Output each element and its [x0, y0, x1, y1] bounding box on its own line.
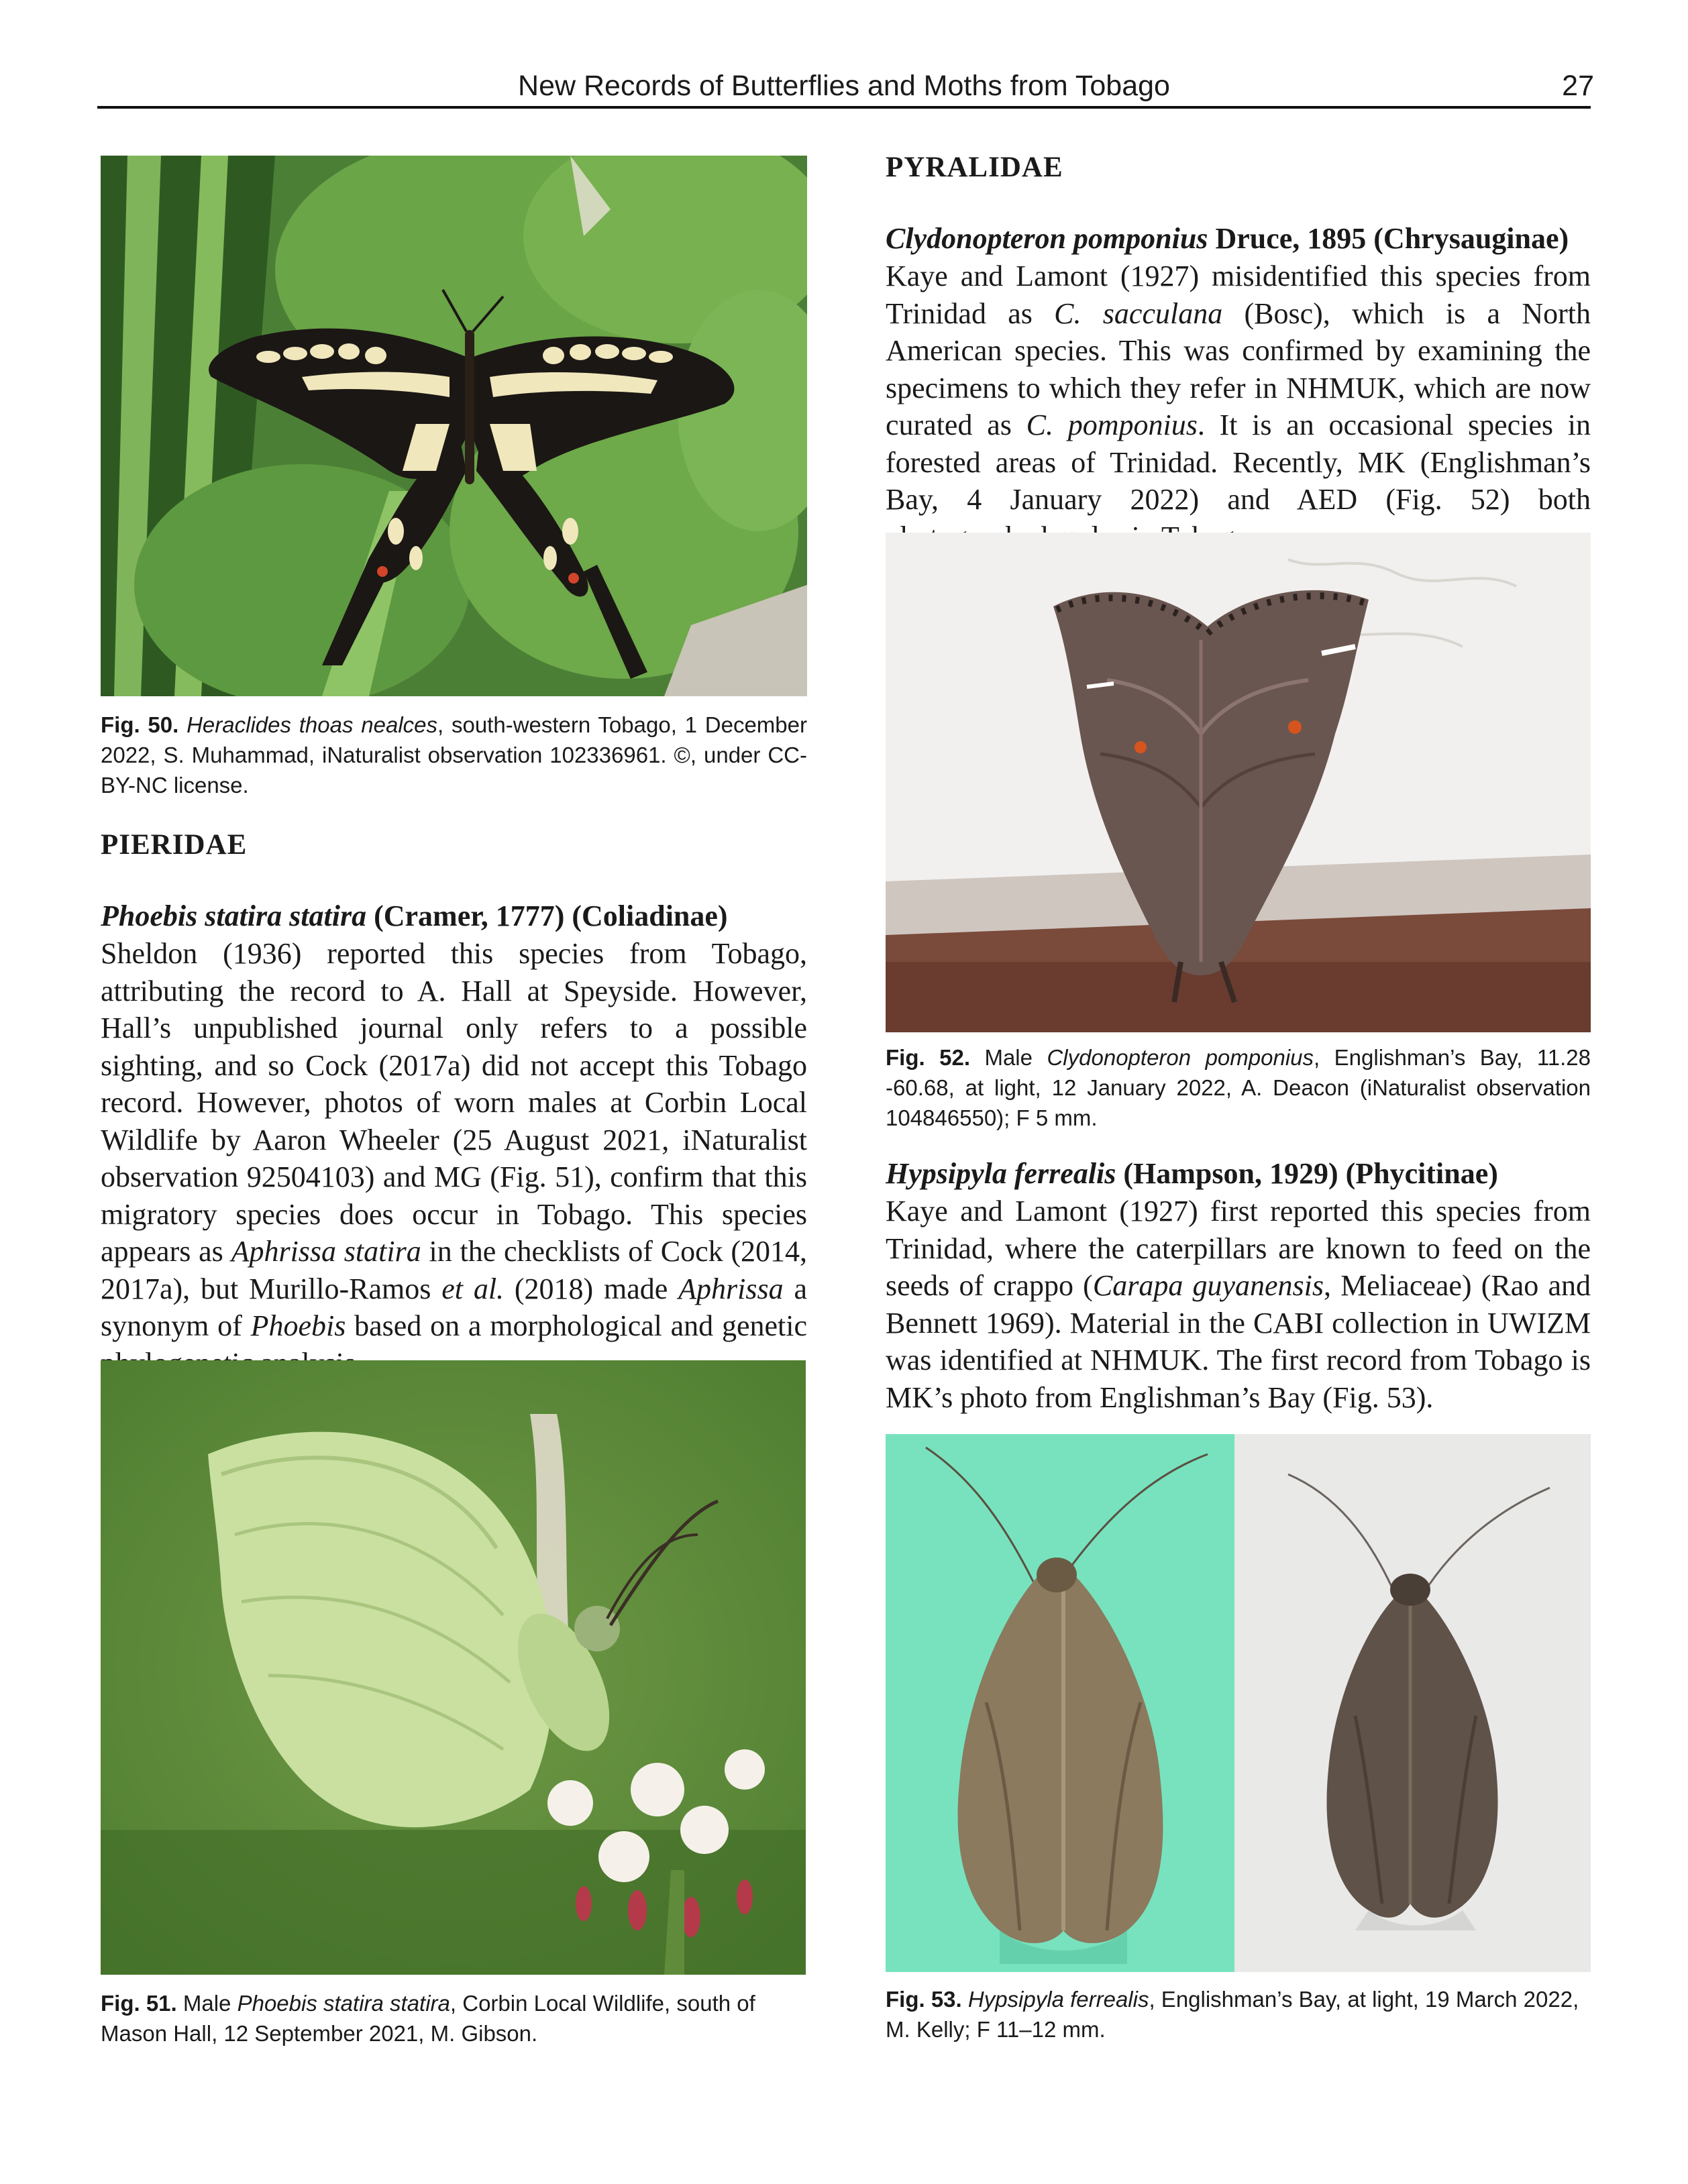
- paragraph-clydonopteron: [886, 258, 1591, 555]
- clydonopteron-italic-sacculana: C. sacculana: [1054, 296, 1223, 330]
- fig53-taxon: Hypsipyla ferrealis: [967, 1987, 1149, 2012]
- page-number: 27: [1562, 70, 1594, 102]
- paragraph-hypsipyla: [886, 1193, 1591, 1416]
- fig51-text: , Corbin Local Wildlife, south of Mason Hall, 12 September 2021, M. Gibson.: [101, 1991, 755, 2046]
- species-name-hypsipyla: Hypsipyla ferrealis: [886, 1157, 1116, 1190]
- running-header-title: New Records of Butterflies and Moths from Tobago: [518, 70, 1170, 102]
- fig52-label: Fig. 52.: [886, 1045, 970, 1070]
- fig53-caption: [886, 1984, 1591, 2044]
- clydonopteron-text-3: . It is an occasional species in forested areas of Trinidad. Recently, MK (Englishman’s Bay, 4 January 2022) and AED (Fig. 52) both: [886, 408, 1591, 516]
- clydonopteron-text-2: (Bosc), which is a North American species. This was confirmed by examining the specimens to which they refer in NHMUK, which are now curated as: [886, 296, 1591, 441]
- species-authority-phoebis: (Cramer, 1777) (Coliadinae): [366, 899, 728, 932]
- species-heading-clydonopteron: [886, 220, 1597, 258]
- species-heading-hypsipyla: [886, 1155, 1597, 1193]
- phoebis-text-1: Sheldon (1936) reported this species from Tobago, attributing the record to A. Hall at Speyside. However, Hall’s unpublished journal only refers to a possible sighting, and so Cock (2017a) did not accept this Tobago record. However, photos of worn males at Corbin Local Wildlife by Aaron Wheeler (25 August 2021, iNaturalist observation 92504103) and MG (Fig. 51), confirm that this migratory species does occur in Tobago. This species appears as: [101, 937, 807, 1268]
- fig50-photo: [101, 156, 807, 696]
- phoebis-italic-aphrissa-statira: Aphrissa statira: [231, 1235, 421, 1268]
- fig52-pre: Male: [970, 1045, 1047, 1070]
- fig53-text: , Englishman’s Bay, at light, 19 March 2022, M. Kelly; F 11–12 mm.: [886, 1987, 1579, 2042]
- species-name-phoebis: Phoebis statira statira: [101, 899, 367, 932]
- fig52-taxon: Clydonopteron pomponius: [1047, 1045, 1314, 1070]
- species-name-clydonopteron: Clydonopteron pomponius: [886, 222, 1208, 255]
- fig52-photo: [886, 533, 1591, 1032]
- fig51-taxon: Phoebis statira statira: [237, 1991, 450, 2016]
- header-rule: [97, 106, 1591, 109]
- hypsipyla-text-1: Kaye and Lamont (1927) first reported this species from Trinidad, where the caterpillars are known to feed on the seeds of crappo (: [886, 1195, 1591, 1302]
- fig50-taxon: Heraclides thoas nealces: [187, 712, 438, 737]
- fig50-label: Fig. 50.: [101, 712, 179, 737]
- fig51-photo: [101, 1360, 806, 1975]
- fig52-caption: [886, 1042, 1591, 1133]
- clydonopteron-text-1: Kaye and Lamont (1927) misidentified this species from Trinidad as: [886, 260, 1591, 330]
- paragraph-phoebis: [101, 935, 807, 1382]
- phoebis-text-5: based on a morphological and genetic: [354, 1309, 808, 1342]
- fig50-text: , south-western Tobago, 1 December 2022, S. Muhammad, iNaturalist observation 102336961. ©, under CC-BY-NC license.: [101, 712, 807, 798]
- family-heading-pieridae: PIERIDAE: [101, 829, 248, 861]
- phoebis-italic-aphrissa: Aphrissa: [678, 1272, 784, 1305]
- species-heading-phoebis: [101, 897, 812, 935]
- fig53-photo-left: [886, 1434, 1234, 1972]
- fig52-text: , Englishman’s Bay, 11.28 -60.68, at light, 12 January 2022, A. Deacon (iNaturalist observation 104846550); F 5 mm.: [886, 1045, 1591, 1130]
- fig51-pre: Male: [176, 1991, 238, 2016]
- hypsipyla-text-2: , Meliaceae) (Rao and Bennett 1969). Material in the CABI collection in UWIZM was identified at NHMUK. The first record from Tobago is MK’s photo from Englishman’s Bay (Fig. 53).: [886, 1269, 1591, 1414]
- species-authority-hypsipyla: (Hampson, 1929) (Phycitinae): [1116, 1157, 1498, 1190]
- fig53-label: Fig. 53.: [886, 1987, 962, 2012]
- fig51-caption: [101, 1988, 807, 2049]
- phoebis-text-2: in the checklists of Cock (2014, 2017a), but Murillo-Ramos: [101, 1235, 808, 1305]
- family-heading-pyralidae: PYRALIDAE: [886, 152, 1063, 183]
- phoebis-text-3: (2018) made: [504, 1272, 679, 1305]
- phoebis-italic-phoebis: Phoebis: [250, 1309, 346, 1342]
- phoebis-text-4: a synonym of: [101, 1272, 807, 1342]
- fig50-caption: [101, 710, 807, 800]
- fig53-photo-right: [1234, 1434, 1591, 1972]
- phoebis-italic-et-al: et al.: [441, 1272, 505, 1305]
- clydonopteron-italic-pomponius: C. pomponius: [1026, 408, 1198, 441]
- species-authority-clydonopteron: Druce, 1895 (Chrysauginae): [1208, 222, 1569, 255]
- hypsipyla-italic-carapa: Carapa guyanensis: [1092, 1269, 1324, 1302]
- fig51-label: Fig. 51.: [101, 1991, 177, 2016]
